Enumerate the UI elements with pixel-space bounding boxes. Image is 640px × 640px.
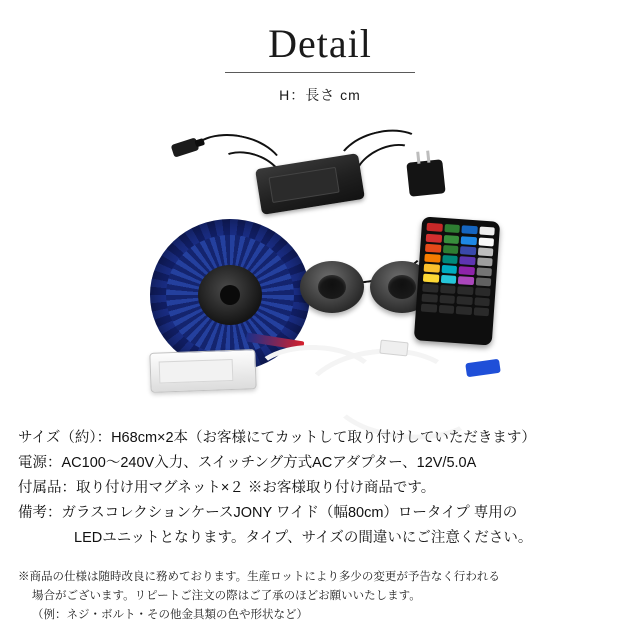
- remote-key: [423, 274, 439, 283]
- remote-key: [426, 234, 442, 243]
- remote-key: [422, 284, 438, 293]
- remote-key: [461, 225, 477, 234]
- page-header: [0, 0, 640, 105]
- remote-key: [458, 276, 474, 285]
- spec-accessories: 付属品：取り付け用マグネット×２ ※お客様取り付け商品です。: [18, 480, 436, 496]
- cable-connector-white: [379, 340, 408, 357]
- remote-key: [440, 275, 456, 284]
- adapter-label: [268, 167, 339, 203]
- remote-key: [438, 305, 454, 314]
- remote-key: [478, 237, 494, 246]
- cable-connector-blue: [465, 359, 501, 378]
- spec-remarks-cont: LEDユニットとなります。タイプ、サイズの間違いにご注意ください。: [74, 530, 533, 546]
- remote-key: [424, 264, 440, 273]
- remote-key: [443, 235, 459, 244]
- remote-key: [421, 294, 437, 303]
- remote-key: [441, 265, 457, 274]
- magnet-hole-2: [388, 275, 416, 299]
- remote-key: [442, 255, 458, 264]
- spec-power: 電源：AC100〜240V入力、スイッチング方式ACアダプター、12V/5.0A: [18, 455, 477, 471]
- page-subtitle: H：長さ cm: [279, 87, 361, 103]
- led-reel-hole: [220, 285, 240, 305]
- remote-key: [475, 277, 491, 286]
- remote-key: [459, 256, 475, 265]
- spec-remarks: 備考：ガラスコレクションケースJONY ワイド（幅80cm）ロータイプ 専用の: [18, 505, 518, 521]
- note-line-2: 場合がございます。リピートご注文の際はご了承のほどお願いいたします。: [32, 590, 421, 602]
- title-divider: [225, 72, 415, 73]
- remote-key: [425, 244, 441, 253]
- remote-key: [439, 295, 455, 304]
- remote-key: [456, 306, 472, 315]
- magnet-ring-1: [300, 261, 364, 313]
- controller-label: [159, 359, 234, 384]
- remote-key: [461, 236, 477, 245]
- remote-key: [477, 257, 493, 266]
- remote-key: [426, 223, 442, 232]
- remote-key: [457, 286, 473, 295]
- remote-key: [474, 297, 490, 306]
- note-line-1: ※商品の仕様は随時改良に務めております。生産ロットにより多少の変更が予告なく行われる: [18, 571, 500, 583]
- note-line-3: （例：ネジ・ボルト・その他金具類の色や形状など）: [32, 609, 308, 621]
- remote-key: [456, 296, 472, 305]
- controller-box: [149, 349, 256, 393]
- spec-size: サイズ（約）：H68cm×2本（お客様にてカットして取り付けしていただきます）: [18, 430, 536, 446]
- power-plug: [406, 159, 445, 197]
- spec-list: [18, 426, 628, 551]
- remote-key: [424, 254, 440, 263]
- page-title: Detail: [268, 21, 372, 66]
- remote-key: [477, 247, 493, 256]
- rgb-remote-control: [414, 216, 500, 345]
- note-list: [18, 568, 630, 625]
- remote-key: [473, 307, 489, 316]
- remote-key: [442, 245, 458, 254]
- remote-key: [444, 224, 460, 233]
- remote-key: [476, 267, 492, 276]
- product-photo: [0, 113, 640, 413]
- magnet-hole-1: [318, 275, 346, 299]
- remote-key: [458, 266, 474, 275]
- remote-key: [475, 287, 491, 296]
- led-reel-core: [198, 265, 262, 325]
- remote-key: [421, 304, 437, 313]
- remote-key: [440, 285, 456, 294]
- remote-color-grid: [421, 234, 494, 317]
- remote-key: [460, 246, 476, 255]
- remote-key: [479, 226, 495, 235]
